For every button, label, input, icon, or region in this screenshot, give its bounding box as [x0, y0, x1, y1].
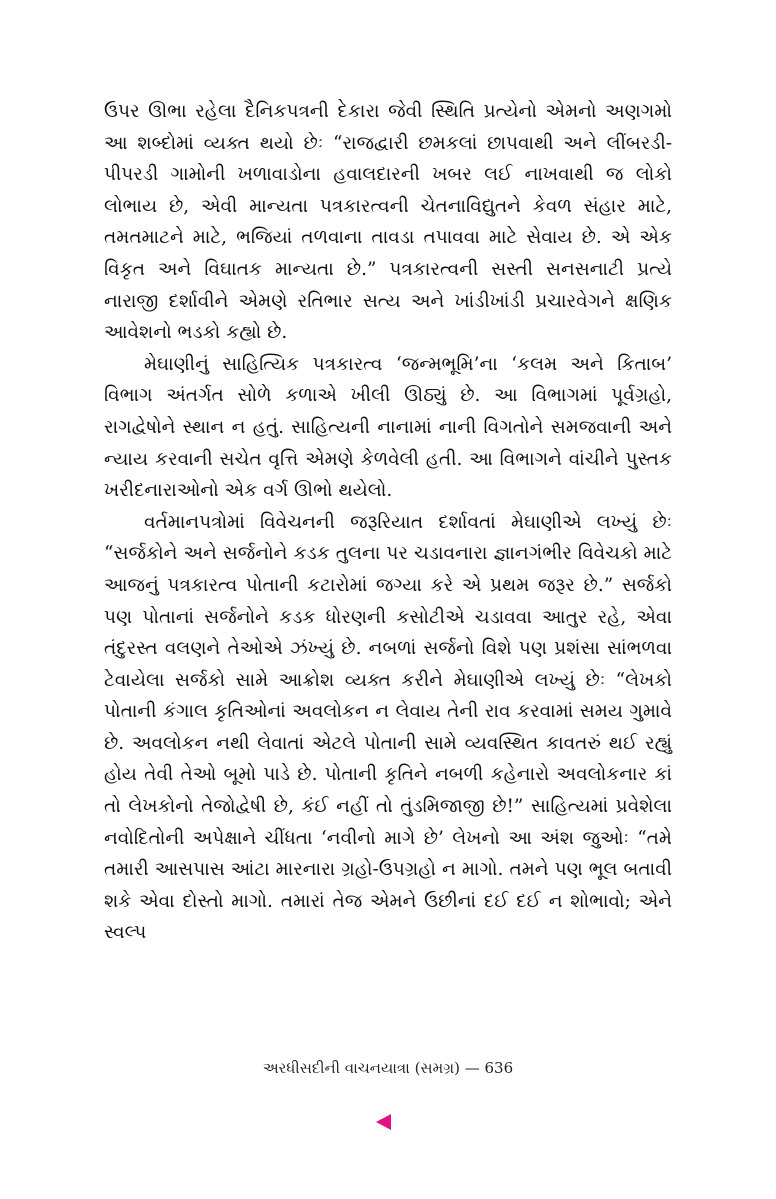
previous-page-icon[interactable]	[376, 1114, 391, 1130]
page-body	[104, 96, 672, 949]
running-footer: અરધીસદીની વાચનયાત્રા (સમગ્ર) — 636	[262, 1059, 514, 1077]
paragraph-1: ઉપર ઊભા રહેલા દૈનિકપત્રની દેકારા જેવી સ્થિતિ પ્રત્યેનો એમનો અણગમો આ શબ્દોમાં વ્યક્ત થયો છેઃ “રાજદ્વારી છમકલાં છાપવાથી અને લીંબરડી-પીપરડી ગામોની ખળાવાડોના હવાલદારની ખબર લઈ નાખવાથી જ લોકો લોભાય છે, એવી માન્યતા પત્રકારત્વની ચેતનાવિદ્યુતને કેવળ સંહાર માટે, તમતમાટને માટે, ભજિયાં તળવાના તાવડા તપાવવા માટે સેવાય છે. એ એક વિકૃત અને વિઘાતક માન્યતા છે.” પત્રકારત્વની સસ્તી સનસનાટી પ્રત્યે નારાજી દર્શાવીને એમણે રતિભાર સત્ય અને ખાંડીખાંડી પ્રચારવેગને ક્ષણિક આવેશનો ભડકો કહ્યો છે.	[104, 101, 672, 344]
paragraph-2: મેઘાણીનું સાહિત્યિક પત્રકારત્વ ‘જન્મભૂમિ’ના ‘કલમ અને કિતાબ’ વિભાગ અંતર્ગત સોળે કળાએ ખીલી ઊઠ્યું છે. આ વિભાગમાં પૂર્વગ્રહો, રાગદ્વેષોને સ્થાન ન હતું. સાહિત્યની નાનામાં નાની વિગતોને સમજવાની અને ન્યાય કરવાની સચેત વૃત્તિ એમણે કેળવેલી હતી. આ વિભાગને વાંચીને પુસ્તક ખરીદનારાઓનો એક વર્ગ ઊભો થયેલો.	[104, 353, 672, 502]
paragraph-3: વર્તમાનપત્રોમાં વિવેચનની જરૂરિયાત દર્શાવતાં મેઘાણીએ લખ્યું છેઃ “સર્જકોને અને સર્જનોને કડક તુલના પર ચડાવનારા જ્ઞાનગંભીર વિવેચકો માટે આજનું પત્રકારત્વ પોતાની કટારોમાં જગ્યા કરે એ પ્રથમ જરૂર છે.” સર્જકો પણ પોતાનાં સર્જનોને કડક ધોરણની કસોટીએ ચડાવવા આતુર રહે, એવા તંદુરસ્ત વલણને તેઓએ ઝંખ્યું છે. નબળાં સર્જનો વિશે પણ પ્રશંસા સાંભળવા ટેવાયેલા સર્જકો સામે આક્રોશ વ્યક્ત કરીને મેઘાણીએ લખ્યું છેઃ “લેખકો પોતાની કંગાલ કૃતિઓનાં અવલોકન ન લેવાય તેની રાવ કરવામાં સમય ગુમાવે છે. અવલોકન નથી લેવાતાં એટલે પોતાની સામે વ્યવસ્થિત કાવતરું થઈ રહ્યું હોય તેવી તેઓ બૂમો પાડે છે. પોતાની કૃતિને નબળી કહેનારો અવલોકનાર કાં તો લેખકોનો તેજોદ્વેષી છે, કંઈ નહીં તો તુંડમિજાજી છે!” સાહિત્યમાં પ્રવેશેલા નવોદિતોની અપેક્ષાને ચીંધતા ‘નવીનો માગે છે’ લેખનો આ અંશ જુઓઃ “તમે તમારી આસપાસ આંટા મારનારા ગ્રહો-ઉપગ્રહો ન માગો. તમને પણ ભૂલ બતાવી શકે એવા દોસ્તો માગો. તમારાં તેજ એમને ઉછીનાં દઈ દઈ ન શોભાવો; એને સ્વલ્પ	[104, 511, 672, 944]
